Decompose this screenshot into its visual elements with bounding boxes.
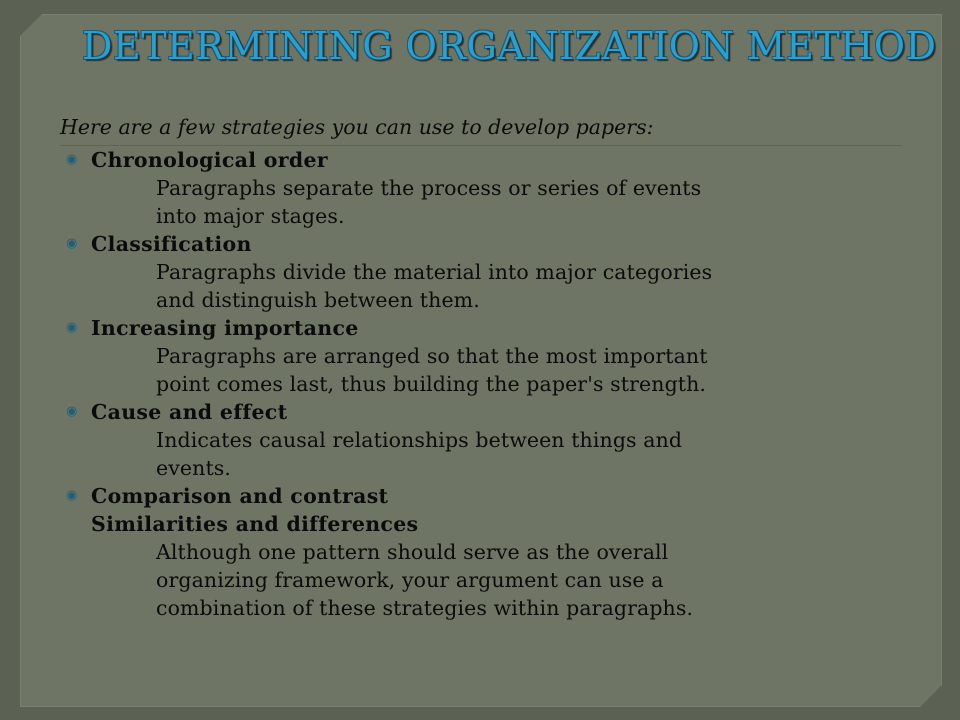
list-item-comparison-contrast [60,482,920,622]
bullet-icon: ◉ [66,152,78,167]
item-description-line: Paragraphs are arranged so that the most important [156,344,708,368]
item-heading: Comparison and contrast [91,484,389,508]
slide-body [60,113,920,622]
bullet-icon: ◉ [66,236,78,251]
slide-title: DETERMINING ORGANIZATION METHOD [82,24,937,68]
item-heading: Classification [91,232,252,256]
intro-text: Here are a few strategies you can use to develop papers: [60,113,902,146]
item-description-line: Although one pattern should serve as the overall [156,540,669,564]
item-description-line: Indicates causal relationships between things and [156,428,683,452]
bullet-icon: ◉ [66,320,78,335]
bullet-icon: ◉ [66,404,78,419]
item-description-line: and distinguish between them. [156,288,480,312]
item-description-line: Paragraphs divide the material into major categories [156,260,713,284]
list-item-cause-effect [60,398,920,482]
list-item-increasing-importance [60,314,920,398]
item-heading: Increasing importance [91,316,359,340]
list-item-classification [60,230,920,314]
item-description-line: combination of these strategies within paragraphs. [156,596,694,620]
item-subheading: Similarities and differences [91,512,419,536]
item-heading: Chronological order [91,148,328,172]
item-description-line: point comes last, thus building the paper's strength. [156,372,707,396]
item-heading: Cause and effect [91,400,288,424]
item-description-line: events. [156,456,232,480]
item-description-line: Paragraphs separate the process or series of events [156,176,702,200]
item-description-line: into major stages. [156,204,345,228]
item-description-line: organizing framework, your argument can use a [156,568,664,592]
list-item-chronological [60,146,920,230]
bullet-icon: ◉ [66,488,78,503]
